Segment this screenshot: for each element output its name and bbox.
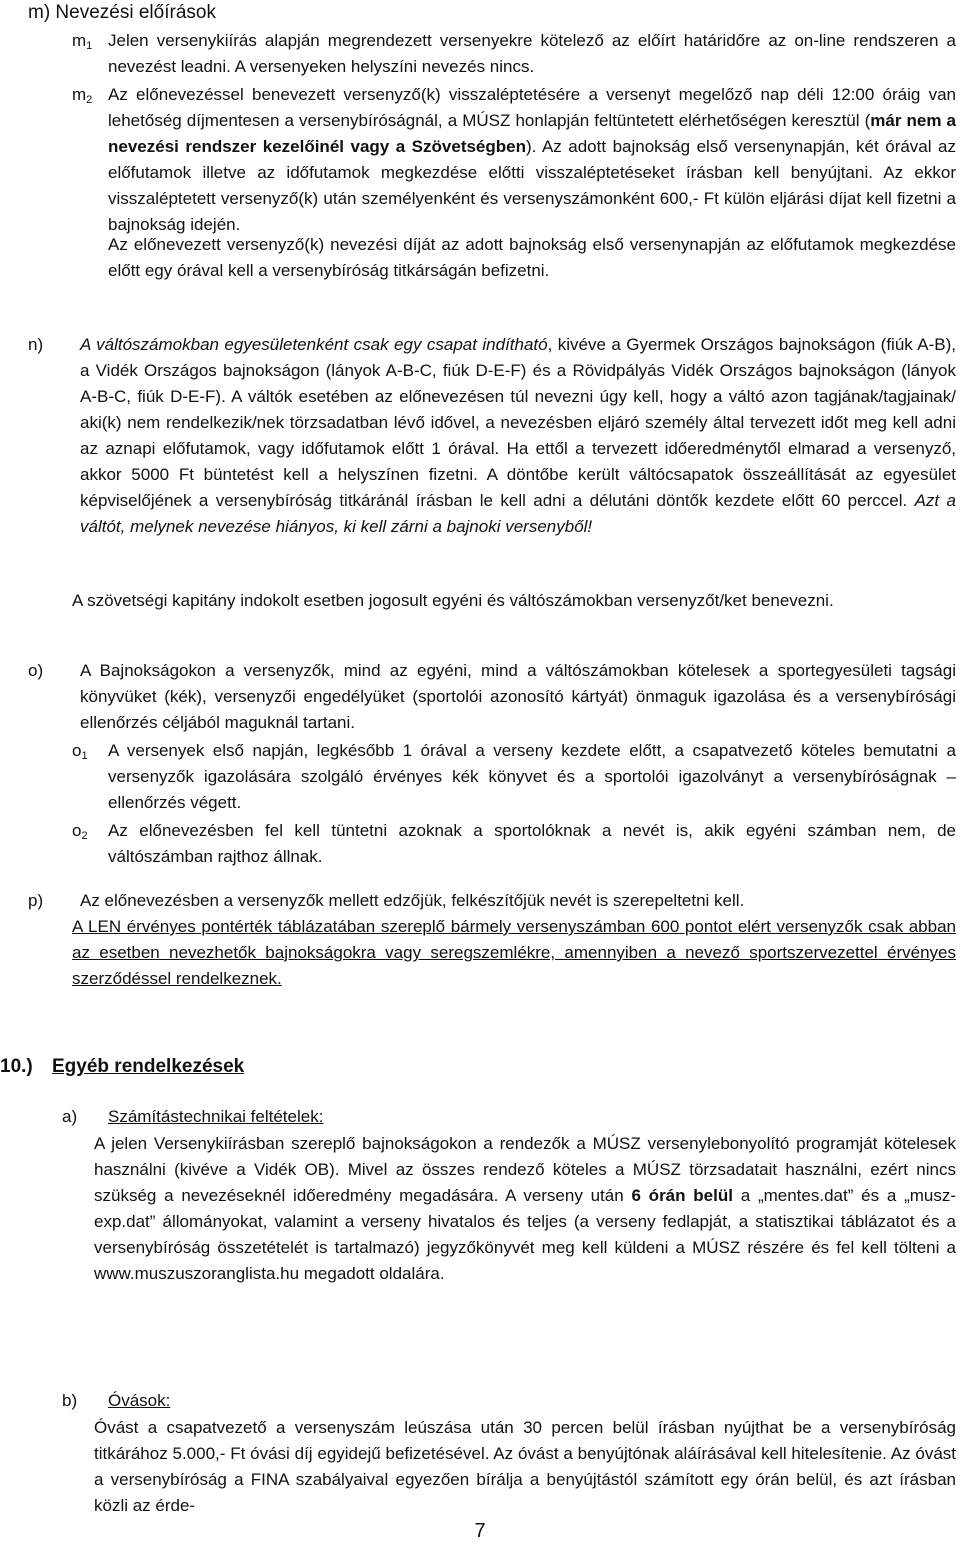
m2-text: [108, 82, 956, 238]
section-10-number: 10.): [0, 1056, 33, 1077]
o2-prefix: o: [72, 821, 82, 840]
m1-text: Jelen versenykiírás alapján megrendezett versenyekre kötelező az előírt határidőre az on-line rendszeren a nevezést leadni. A versenyeken helyszíni nevezés nincs.: [108, 31, 956, 76]
m2-para2: Az előnevezett versenyző(k) nevezési díját az adott bajnokság első versenynapján az előfutamok megkezdése előtt egy órával kell a versenybíróság titkárságán befizetni.: [108, 235, 956, 280]
a-title: Számítástechnikai feltételek:: [108, 1107, 324, 1126]
p-text: Az előnevezésben a versenyzők mellett edzőjük, felkészítőjük nevét is szerepeltetni kell.: [80, 891, 745, 910]
o-label: o): [28, 661, 44, 680]
m2-text-b: ). Az adott bajnokság első versenynapján, két órával az előfutamok illetve az időfutamok megkezdése előtti visszaléptetéseket írásban kell benyújtani. Az ekkor visszaléptetett versenyző(k) után személyenként és versenyszámonként 600,- Ft külön eljárási díjat kell fizetni a bajnokság idején.: [108, 137, 956, 234]
p-underlined: A LEN érvényes pontérték táblázatában szereplő bármely versenyszámban 600 pontot elért versenyzők csak abban az esetben nevezhetők bajnokságokra vagy seregszemlékre, amennyiben a nevező sportszervezettel érvényes szerződéssel rendelkeznek.: [72, 917, 956, 988]
page-number: 7: [474, 1520, 486, 1542]
o1-text: A versenyek első napján, legkésőbb 1 órával a verseny kezdete előtt, a csapatvezető köteles bemutatni a versenyzők igazolására szolgáló érvényes kék könyvet és a sportolói igazolványt a versenybíróságnak – ellenőrzés végett.: [108, 741, 956, 812]
o1-label: [72, 738, 88, 764]
n-text: [80, 332, 956, 540]
n-italic-tail: Azt a váltót, melynek nevezése hiányos, ki kell zárni a bajnoki versenyből!: [80, 491, 956, 536]
b-text: Óvást a csapatvezető a versenyszám leúszása után 30 percen belül írásban nyújthat be a versenybíróság titkárához 5.000,- Ft óvási díj egyidejű befizetésével. Az óvást a benyújtónak aláírásával kell hitelesítenie. Az óvást a versenybíróság a FINA szabályaival egyezően bírálja a benyújtástól számított egy órán belül, és azt írásban közli az érde-: [94, 1418, 956, 1515]
m2-text-a: Az előnevezéssel benevezett versenyző(k) visszaléptetésére a versenyt megelőző nap déli 12:00 óráig van lehetőség díjmentesen a versenybíróságnál, a MÚSZ honlapján feltüntetett elérhetőségen keresztül (: [108, 85, 956, 130]
m1-sub: 1: [86, 40, 93, 52]
o1-sub: 1: [81, 750, 88, 762]
o2-label: [72, 818, 88, 844]
a-text: [94, 1131, 956, 1287]
a-text-a: A jelen Versenykiírásban szereplő bajnokságokon a rendezők a MÚSZ versenylebonyolító programját kötelesek használni (kivéve a Vidék OB). Mivel az összes rendező köteles a MÚSZ törzsadatait használni, ezért nincs szükség a nevezéseknél időeredmény megadására. A verseny után: [94, 1134, 956, 1205]
n-para2: A szövetségi kapitány indokolt esetben jogosult egyéni és váltószámokban versenyzőt/ket benevezni.: [72, 591, 834, 610]
m2-prefix: m: [72, 85, 87, 104]
b-label: b): [62, 1391, 78, 1410]
m2-label: [72, 82, 92, 108]
a-text-b: a „mentes.dat” és a „musz-exp.dat” állományokat, valamint a verseny hivatalos és teljes (a verseny fedlapját, a statisztikai táblázatot és a versenybíróság összetételét is tartalmazó) jegyzőkönyvét meg kell küldeni a MÚSZ részére és fel kell tölteni a www.muszuszoranglista.hu megadott oldalára.: [94, 1186, 957, 1283]
section-10-title: Egyéb rendelkezések: [52, 1056, 245, 1077]
m2-sub: 2: [86, 94, 93, 106]
m2-bold: már nem a nevezési rendszer kezelőinél vagy a Szövetségben: [108, 111, 956, 156]
n-body: , kivéve a Gyermek Országos bajnokságon (fiúk A-B), a Vidék Országos bajnokságon (lányok A-B-C, fiúk D-E-F) és a Rövidpályás Vidék Országos bajnokságon (lányok A-B-C, fiúk D-E-F). A váltók esetében az előnevezésen túl nevezni úgy kell, hogy a váltó azon tagjának/tagjainak/ aki(k) nem rendelkezik/nek törzsadatban lévő idővel, a nevezésben eljáró személy által tervezett időt meg kell adni az aznapi előfutamok, vagy időfutamok előtt 1 órával. Ha ettől a tervezett időeredménytől elmarad a versenyző, akkor 5000 Ft büntetést kell a helyszínen fizetni. A döntőbe került váltócsapatok összeállítását az egyesület képviselőjének a versenybíróság titkáránál írásban le kell adni a délutáni döntők kezdete előtt 60 perccel.: [80, 335, 956, 510]
n-italic-lead: A váltószámokban egyesületenként csak egy csapat indítható: [80, 335, 548, 354]
m1-prefix: m: [72, 31, 87, 50]
a-bold: 6 órán belül: [631, 1186, 733, 1205]
o-text: A Bajnokságokon a versenyzők, mind az egyéni, mind a váltószámokban kötelesek a sportegyesületi tagsági könyvüket (kék), versenyzői engedélyüket (sportolói azonosító kártyát) önmaguk igazolása és a versenybírósági ellenőrzés céljából maguknál tartani.: [80, 661, 956, 732]
o2-sub: 2: [81, 830, 88, 842]
section-m-heading: m) Nevezési előírások: [28, 2, 216, 23]
a-label: a): [62, 1107, 78, 1126]
b-title: Óvások:: [108, 1391, 171, 1410]
o2-text: Az előnevezésben fel kell tüntetni azoknak a sportolóknak a nevét is, akik egyéni számban nem, de váltószámban rajthoz állnak.: [108, 821, 956, 866]
o1-prefix: o: [72, 741, 82, 760]
p-label: p): [28, 891, 44, 910]
n-label: n): [28, 335, 44, 354]
m1-label: [72, 28, 92, 54]
